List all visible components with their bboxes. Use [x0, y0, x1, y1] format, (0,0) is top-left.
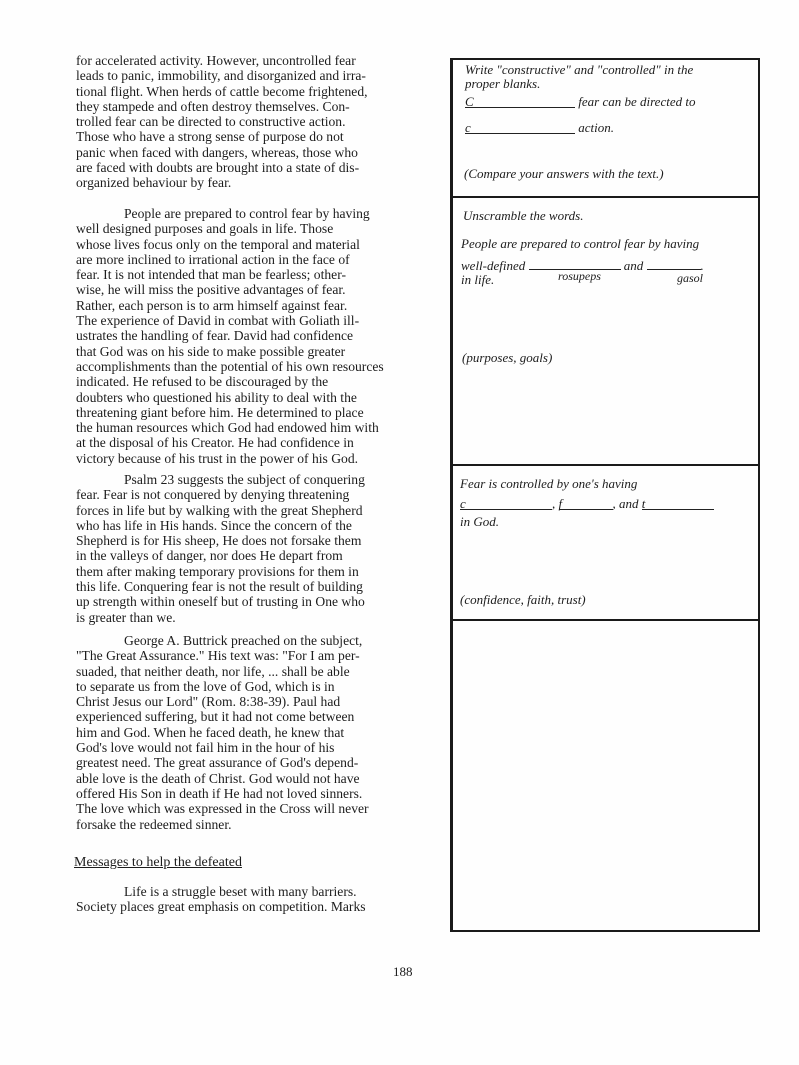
workbook-frame: [450, 58, 760, 932]
text-line: fear. It is not intended that man be fearless; other-: [76, 267, 346, 283]
text-line: is greater than we.: [76, 609, 176, 625]
text-line: "The Great Assurance." His text was: "For I am per-: [76, 648, 360, 664]
text-line: ustrates the handling of fear. David had confidence: [76, 328, 354, 344]
text-line: Psalm 23 suggests the subject of conquering: [124, 472, 365, 487]
fill-blank[interactable]: [465, 94, 575, 108]
box3-sentence-line1: Fear is controlled by one's having: [460, 476, 638, 491]
text-line: able love is the death of Christ. God would not have: [76, 770, 360, 786]
text-line: Shepherd is for His sheep, He does not forsake them: [76, 533, 362, 549]
box3-sentence-line3: in God.: [460, 514, 499, 529]
sentence-text: well-defined: [461, 258, 526, 273]
frame-divider: [452, 619, 760, 621]
text-line: up strength within oneself but of trusting in One who: [76, 594, 365, 610]
blank-hint-letter: t: [641, 496, 646, 511]
text-line: who has life in His hands. Since the concern of the: [76, 517, 352, 533]
box1-question-2: [465, 120, 614, 136]
text-line: The love which was expressed in the Cross will never: [76, 801, 369, 817]
box1-instruction-line1: Write "constructive" and "controlled" in the: [465, 62, 694, 77]
text-line: wise, he will miss the positive advantages of fear.: [76, 282, 346, 298]
box1-instruction-line2: proper blanks.: [465, 76, 541, 91]
text-line: George A. Buttrick preached on the subject,: [124, 633, 363, 648]
text-line: Rather, each person is to arm himself against fear.: [76, 297, 348, 313]
paragraph-4: [76, 633, 450, 832]
fill-blank[interactable]: [647, 256, 701, 270]
sentence-text: and: [619, 496, 639, 511]
box1-compare-note: (Compare your answers with the text.): [464, 166, 664, 181]
text-line: suaded, that neither death, nor life, ... shall be able: [76, 663, 350, 679]
blank-hint-letter: C: [465, 94, 474, 109]
box2-sentence-line3: in life.: [461, 272, 495, 287]
frame-divider: [452, 464, 760, 466]
text-line: to separate us from the love of God, which is in: [76, 678, 335, 694]
text-line: the human resources which God had endowed him with: [76, 420, 379, 436]
text-line: organized behaviour by fear.: [76, 175, 232, 191]
scrambled-word-1: rosupeps: [558, 269, 601, 283]
text-line: whose lives focus only on the temporal and material: [76, 236, 360, 252]
text-line: are faced with doubts are brought into a state of dis-: [76, 160, 360, 176]
scrambled-word-2: gasol: [677, 271, 704, 285]
box2-instruction: Unscramble the words.: [463, 208, 584, 223]
text-line: this life. Conquering fear is not the result of building: [76, 579, 363, 595]
fill-blank[interactable]: [559, 496, 613, 510]
text-line: panic when faced with dangers, whereas, those who: [76, 144, 358, 160]
sentence-text: and: [623, 258, 644, 273]
text-line: victory because of his trust in the power of his God.: [76, 450, 359, 466]
text-line: Society places great emphasis on competition. Marks: [76, 899, 366, 915]
box3-answer: (confidence, faith, trust): [460, 592, 586, 607]
box2-sentence-line1: People are prepared to control fear by having: [461, 236, 700, 251]
fill-blank[interactable]: [460, 496, 552, 510]
question-text: fear can be directed to: [578, 94, 696, 109]
text-line: experienced suffering, but it had not come between: [76, 709, 355, 725]
text-line: indicated. He refused to be discouraged by the: [76, 374, 329, 390]
text-line: Those who have a strong sense of purpose do not: [76, 129, 344, 145]
text-line: leads to panic, immobility, and disorganized and irra-: [76, 68, 366, 84]
text-line: People are prepared to control fear by having: [124, 206, 370, 221]
paragraph-5: [76, 884, 450, 915]
text-line: trolled fear can be directed to constructive action.: [76, 114, 346, 130]
blank-hint-letter: c: [465, 120, 471, 135]
text-line: offered His Son in death if He had not loved sinners.: [76, 785, 363, 801]
text-line: God's love would not fail him in the hour of his: [76, 740, 335, 756]
blank-hint-letter: c: [460, 496, 466, 511]
fill-blank[interactable]: [465, 120, 575, 134]
sentence-text: .: [700, 258, 704, 273]
text-line: him and God. When he faced death, he knew that: [76, 724, 345, 740]
text-line: fear. Fear is not conquered by denying threatening: [76, 487, 350, 503]
text-line: are more inclined to irrational action in the face of: [76, 251, 350, 267]
text-line: forces in life but by walking with the great Shepherd: [76, 502, 363, 518]
blank-hint-letter: f: [558, 496, 563, 511]
text-line: forsake the redeemed sinner.: [76, 816, 232, 832]
text-line: doubters who questioned his ability to deal with the: [76, 389, 357, 405]
punctuation: ,: [612, 496, 616, 511]
box1-question-1: [465, 94, 695, 110]
text-line: they stampede and often destroy themselves. Con-: [76, 98, 350, 114]
paragraph-2: [76, 206, 450, 466]
text-line: threatening giant before him. He determined to place: [76, 404, 364, 420]
text-line: in the valleys of danger, nor does He depart from: [76, 548, 343, 564]
punctuation: ,: [552, 496, 556, 511]
box2-answer: (purposes, goals): [462, 350, 553, 365]
text-line: well designed purposes and goals in life. Those: [76, 221, 334, 237]
text-line: greatest need. The great assurance of God's depend-: [76, 755, 359, 771]
text-line: Life is a struggle beset with many barriers.: [124, 884, 357, 899]
text-line: Christ Jesus our Lord" (Rom. 8:38-39). Paul had: [76, 694, 341, 710]
text-line: that God was on his side to make possible greater: [76, 343, 346, 359]
section-heading: Messages to help the defeated: [74, 855, 242, 870]
text-line: at the disposal of his Creator. He had confidence in: [76, 435, 354, 451]
question-text: action.: [578, 120, 614, 135]
paragraph-1: [76, 53, 450, 191]
text-line: tional flight. When herds of cattle become frightened,: [76, 83, 368, 99]
page-number: 188: [393, 964, 413, 979]
text-line: The experience of David in combat with Goliath ill-: [76, 313, 360, 329]
box3-sentence-line2: [460, 496, 714, 512]
paragraph-3: [76, 472, 450, 625]
text-line: accomplishments than the potential of his own resources: [76, 358, 384, 374]
fill-blank[interactable]: [642, 496, 714, 510]
frame-divider: [452, 196, 760, 198]
text-line: them after making temporary provisions for them in: [76, 563, 359, 579]
text-line: for accelerated activity. However, uncontrolled fear: [76, 53, 356, 68]
